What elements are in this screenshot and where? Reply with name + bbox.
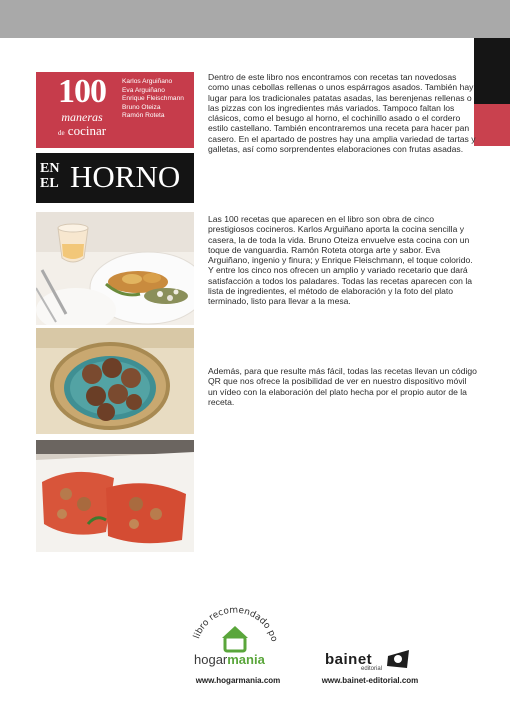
book-title-panel bbox=[36, 72, 194, 148]
paragraph-text: Dentro de este libro nos encontramos con recetas tan novedosas como unas cebollas rellenas o unos espárragos asados. También hay lugar para los tradicionales patatas asadas, las berenjenas rellenas o las pizzas con los ingredientes más variados. Tampoco faltan los clásicos, como el besugo al horno, el cochinillo asado o el cordero estilo castellano. También encontraremos una receta para hacer pan casero. En el apartado de postres hay una amplia variedad de tartas y galletas, así como sorprendentes elaboraciones con frutas asadas. bbox=[208, 72, 476, 155]
bainet-logo-subtitle: editorial bbox=[361, 666, 383, 672]
photo-roasted-fish-plate bbox=[36, 212, 194, 325]
logo-hogar: hogar bbox=[194, 652, 228, 667]
edge-tab-black bbox=[474, 38, 510, 104]
subtitle-el: EL bbox=[40, 176, 59, 191]
bainet-logo-icon bbox=[385, 648, 413, 670]
top-band bbox=[0, 0, 510, 38]
paragraph-text: Las 100 recetas que aparecen en el libro son obra de cinco prestigiosos cocineros. Karlos Arguiñano aporta la cocina sencilla y casera, la de toda la vida. Bruno Oteiza envuelve esta cocina con un toque de vanguardia. Ramón Roteta otorga arte y sabor. Eva Arguiñano, ingenio y finura; y Enrique Fleischmann, el toque colorido. Y entre los cinco nos ofrecen un amplio y variado recetario que dará satisfacción a todos los paladares. Todas las recetas aparecen con la lista de ingredientes, el método de elaboración y la foto del plato terminado, listo para llevar a la mesa. bbox=[208, 214, 473, 307]
subtitle-horno: HORNO bbox=[70, 159, 181, 194]
author-name: Bruno Oteiza bbox=[122, 103, 161, 111]
book-subtitle-panel bbox=[36, 153, 194, 203]
description-paragraph-3 bbox=[208, 366, 478, 407]
house-tv-icon bbox=[222, 626, 248, 651]
bainet-url[interactable]: www.bainet-editorial.com bbox=[321, 676, 419, 685]
title-number: 100 bbox=[58, 73, 106, 110]
hogarmania-url[interactable]: www.hogarmania.com bbox=[195, 676, 281, 685]
title-line-cocinar bbox=[40, 124, 124, 140]
author-name: Karlos Arguiñano bbox=[122, 78, 173, 85]
title-cocinar: cocinar bbox=[67, 123, 107, 138]
author-name: Ramón Roteta bbox=[122, 112, 165, 120]
author-name: Eva Arguiñano bbox=[122, 86, 165, 94]
title-line-maneras: maneras bbox=[61, 110, 103, 124]
logo-mania: mania bbox=[227, 652, 265, 667]
title-de: de bbox=[57, 129, 65, 137]
recommended-seal bbox=[180, 580, 290, 660]
description-paragraph-1 bbox=[208, 72, 478, 154]
hogarmania-logo bbox=[194, 652, 265, 667]
paragraph-text: Además, para que resulte más fácil, todas las recetas llevan un código QR que nos ofrece la posibilidad de ver en nuestro dispositivo móvil un vídeo con la elaboración del plato hecha por el propio autor de la receta. bbox=[208, 366, 477, 407]
author-list bbox=[122, 78, 184, 121]
photo-pizza-tray bbox=[36, 440, 194, 552]
description-paragraph-2 bbox=[208, 214, 478, 307]
seal-text-path: libro recomendado po bbox=[192, 605, 279, 644]
author-name: Enrique Fleischmann bbox=[122, 95, 184, 103]
subtitle-en: EN bbox=[40, 161, 60, 176]
edge-tab-red bbox=[474, 104, 510, 146]
photo-cookie-basket bbox=[36, 328, 194, 434]
bainet-logo-text: bainet bbox=[325, 651, 373, 668]
